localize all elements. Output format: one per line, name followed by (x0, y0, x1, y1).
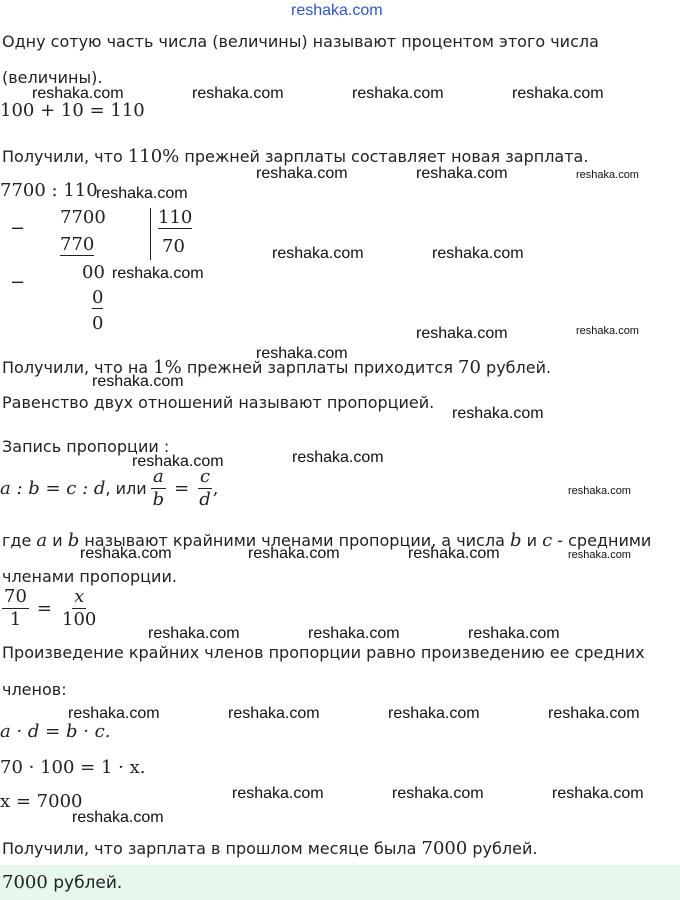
watermark: reshaka.com (432, 245, 524, 262)
watermark: reshaka.com (228, 705, 320, 722)
site-header-link[interactable]: reshaka.com (291, 2, 383, 19)
members-b: b (67, 530, 80, 551)
answer-text (2, 872, 122, 893)
watermark: reshaka.com (72, 809, 164, 826)
sentence-1pct-value2: 70 (458, 357, 481, 378)
watermark: reshaka.com (92, 373, 184, 390)
members-p3: называют крайними членами пропорции, а числа (79, 531, 510, 550)
watermark: reshaka.com (80, 545, 172, 562)
proportion-numeric-equals: = (36, 598, 52, 619)
long-division-minus-1: − (10, 218, 26, 239)
long-division-subtrahend-1: 770 (60, 234, 95, 255)
watermark: reshaka.com (576, 169, 639, 181)
fraction-b-denominator: b (152, 489, 165, 510)
fraction-x-numerator: x (74, 586, 85, 607)
fraction-70-over-1 (2, 588, 29, 629)
eq-sum-eq: = (89, 100, 105, 121)
fraction-c-over-d (197, 468, 213, 509)
fraction-x-over-100 (60, 588, 98, 629)
definition-percent-line1: Одну сотую часть числа (величины) называют процентом этого числа (2, 32, 599, 51)
equation-sum (0, 100, 145, 121)
members-b2: b (509, 530, 522, 551)
fraction-d-denominator: d (199, 489, 211, 510)
watermark: reshaka.com (192, 85, 284, 102)
fraction-70-numerator: 70 (4, 586, 27, 607)
watermark: reshaka.com (548, 705, 640, 722)
fraction-100-denominator: 100 (62, 609, 97, 630)
long-division-divisor: 110 (158, 207, 193, 228)
eq-sum-c: 110 (110, 100, 145, 121)
watermark: reshaka.com (256, 345, 348, 362)
watermark: reshaka.com (408, 545, 500, 562)
watermark: reshaka.com (452, 405, 544, 422)
definition-proportion: Равенство двух отношений называют пропорцией. (2, 393, 435, 412)
fraction-a-over-b (151, 468, 167, 509)
watermark: reshaka.com (132, 453, 224, 470)
watermark: reshaka.com (568, 549, 631, 561)
proportion-formula (0, 468, 219, 509)
long-division-remainder-1: 00 (82, 262, 105, 283)
sentence-110-percent (2, 146, 588, 167)
sentence-110-value: 110% (127, 146, 180, 167)
definition-percent-line2: (величины). (2, 68, 103, 87)
watermark: reshaka.com (512, 85, 604, 102)
watermark: reshaka.com (68, 705, 160, 722)
watermark: reshaka.com (468, 625, 560, 642)
watermark: reshaka.com (392, 785, 484, 802)
eq-sum-b: 10 (60, 100, 84, 121)
watermark: reshaka.com (148, 625, 240, 642)
members-p4: и (521, 531, 543, 550)
watermark: reshaka.com (96, 185, 188, 202)
proportion-numeric (2, 588, 98, 629)
watermark: reshaka.com (416, 165, 508, 182)
long-division-remainder-2: 0 (92, 313, 104, 334)
sentence-110-pre: Получили, что (2, 147, 128, 166)
fraction-1-denominator: 1 (9, 609, 22, 630)
sentence-1pct-value: 1% (153, 357, 182, 378)
long-division-minus-2: − (10, 272, 26, 293)
conclusion-post: рублей. (467, 839, 538, 858)
members-p5: - средними (552, 531, 652, 550)
watermark: reshaka.com (388, 705, 480, 722)
answer-post: рублей. (47, 873, 123, 893)
watermark: reshaka.com (568, 485, 631, 497)
watermark: reshaka.com (416, 325, 508, 342)
product-rule-line1: Произведение крайних членов пропорции равно произведению ее средних (2, 643, 645, 662)
members-c: c (542, 530, 553, 551)
proportion-comma: , (212, 478, 219, 499)
product-rule-line2: членов: (2, 680, 67, 699)
fraction-c-numerator: c (199, 466, 211, 487)
long-division-dividend: 7700 (60, 207, 106, 228)
equation-numeric: 70 · 100 = 1 · x. (0, 757, 146, 778)
watermark: reshaka.com (256, 165, 348, 182)
division-expression: 7700 : 110 (0, 180, 98, 201)
watermark: reshaka.com (576, 325, 639, 337)
proportion-equals: = (174, 478, 190, 499)
answer-value: 7000 (2, 872, 48, 893)
conclusion-pre: Получили, что зарплата в прошлом месяце была (2, 839, 422, 858)
long-division-vertical-rule (150, 208, 151, 260)
eq-sum-a: 100 (0, 100, 35, 121)
fraction-a-numerator: a (153, 466, 164, 487)
conclusion-sentence (2, 838, 537, 859)
watermark: reshaka.com (292, 449, 384, 466)
watermark: reshaka.com (248, 545, 340, 562)
watermark: reshaka.com (272, 245, 364, 262)
proportion-ratio: a : b = c : d (0, 478, 106, 499)
equation-product: a · d = b · c. (0, 721, 111, 742)
watermark: reshaka.com (32, 85, 124, 102)
members-a: a (36, 530, 48, 551)
watermark: reshaka.com (552, 785, 644, 802)
proportion-label: Запись пропорции : (2, 437, 170, 456)
eq-sum-op: + (40, 100, 56, 121)
sentence-1pct-pre: Получили, что на (2, 358, 154, 377)
proportion-or: , или (105, 479, 147, 498)
watermark: reshaka.com (308, 625, 400, 642)
sentence-110-post: прежней зарплаты составляет новая зарплата. (179, 147, 589, 166)
watermark: reshaka.com (352, 85, 444, 102)
members-p2: и (47, 531, 68, 550)
members-p1: где (2, 531, 37, 550)
sentence-1pct-mid: прежней зарплаты приходится (181, 358, 459, 377)
watermark: reshaka.com (112, 265, 204, 282)
watermark: reshaka.com (232, 785, 324, 802)
long-division-quotient: 70 (162, 236, 185, 257)
conclusion-value: 7000 (421, 838, 468, 859)
long-division-subtrahend-2: 0 (92, 287, 104, 308)
members-text-line2: членами пропорции. (2, 567, 177, 586)
sentence-1pct-post: рублей. (480, 358, 552, 377)
equation-result: x = 7000 (0, 791, 83, 812)
